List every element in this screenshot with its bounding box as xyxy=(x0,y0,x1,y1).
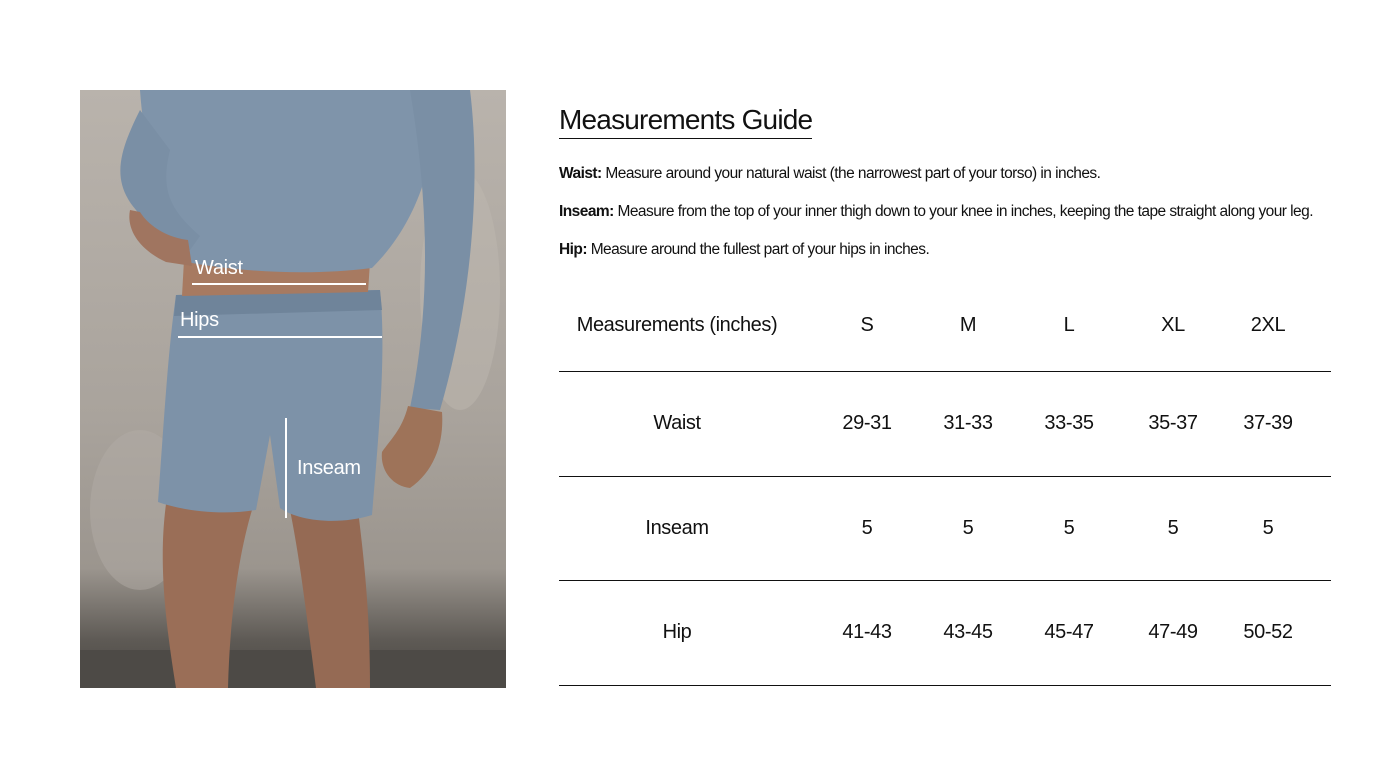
header-size-xl: XL xyxy=(1161,314,1185,336)
page-title: Measurements Guide xyxy=(559,104,812,139)
inseam-description xyxy=(559,203,1313,221)
table-row xyxy=(559,581,1331,686)
table-cell: 47-49 xyxy=(1148,621,1198,644)
row-label: Hip xyxy=(662,621,692,644)
header-size-s: S xyxy=(860,314,874,336)
model-illustration xyxy=(80,90,506,688)
row-label: Inseam xyxy=(645,516,709,539)
row-label: Waist xyxy=(653,412,701,435)
hip-text: Measure around the fullest part of your hips in inches. xyxy=(586,241,930,258)
waist-term: Waist: xyxy=(559,165,602,182)
table-cell: 29-31 xyxy=(842,412,892,435)
table-cell: 5 xyxy=(1262,516,1274,539)
table-cell: 33-35 xyxy=(1044,412,1094,435)
hip-description xyxy=(559,241,929,259)
inseam-marker-line xyxy=(285,418,287,518)
table-row xyxy=(559,372,1331,477)
table-row xyxy=(559,477,1331,582)
table-cell: 45-47 xyxy=(1044,621,1094,644)
header-size-m: M xyxy=(959,314,977,336)
table-cell: 43-45 xyxy=(943,621,993,644)
waist-text: Measure around your natural waist (the narrowest part of your torso) in inches. xyxy=(601,165,1101,182)
inseam-term: Inseam: xyxy=(559,203,614,220)
table-cell: 5 xyxy=(962,516,974,539)
table-cell: 41-43 xyxy=(842,621,892,644)
waist-marker-line xyxy=(192,283,366,285)
waist-marker-label: Waist xyxy=(195,257,243,279)
table-cell: 5 xyxy=(1167,516,1179,539)
hips-marker-line xyxy=(178,336,382,338)
table-cell: 5 xyxy=(861,516,873,539)
inseam-marker-label: Inseam xyxy=(297,457,361,479)
table-cell: 35-37 xyxy=(1148,412,1198,435)
table-cell: 50-52 xyxy=(1243,621,1293,644)
header-size-l: L xyxy=(1063,314,1075,336)
header-measurements: Measurements (inches) xyxy=(576,314,778,336)
size-table xyxy=(559,280,1331,686)
table-cell: 31-33 xyxy=(943,412,993,435)
hip-term: Hip: xyxy=(559,241,587,258)
table-header-row xyxy=(559,280,1331,372)
table-cell: 37-39 xyxy=(1243,412,1293,435)
product-photo xyxy=(80,90,506,688)
hips-marker-label: Hips xyxy=(180,309,219,331)
header-size-2xl: 2XL xyxy=(1250,314,1286,336)
table-cell: 5 xyxy=(1063,516,1075,539)
waist-description xyxy=(559,165,1100,183)
inseam-text: Measure from the top of your inner thigh down to your knee in inches, keeping the tape straight along your leg. xyxy=(613,203,1313,220)
